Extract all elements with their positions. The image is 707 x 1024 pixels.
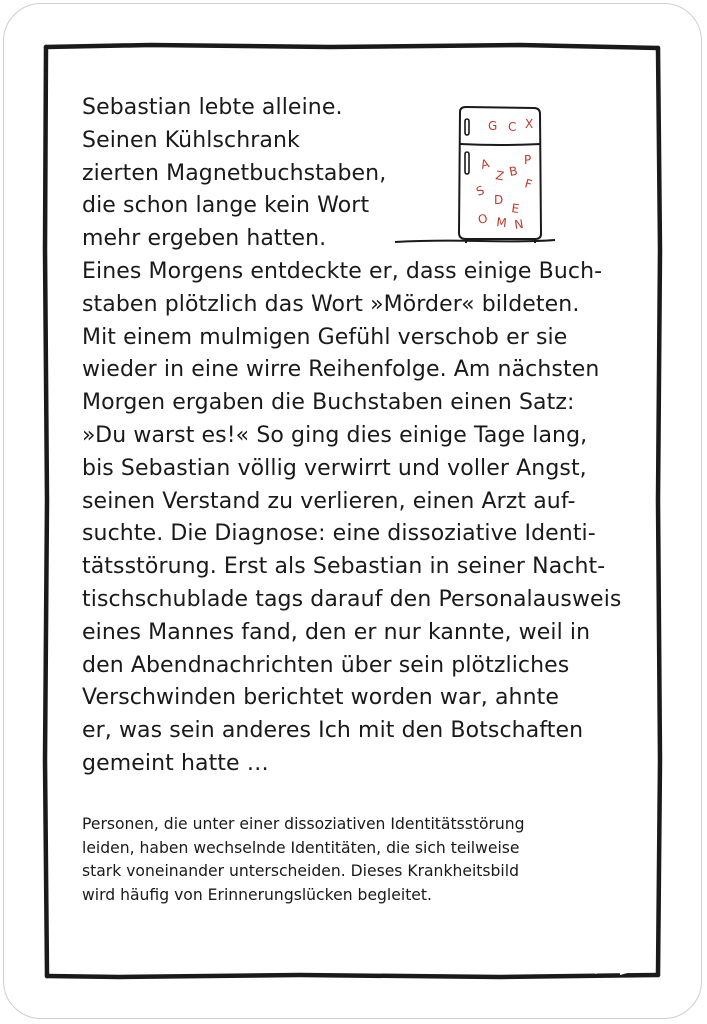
story-line: er, was sein anderes Ich mit den Botschaften	[82, 718, 584, 744]
story-line: wieder in eine wirre Reihenfolge. Am nächsten	[82, 357, 600, 383]
magnet-letter: N	[513, 216, 525, 232]
story-line: suchte. Die Diagnose: eine dissoziative Identi-	[82, 521, 596, 547]
story-line: seinen Verstand zu verlieren, einen Arzt auf-	[82, 488, 576, 514]
magnet-letter: O	[476, 211, 489, 227]
story-line: Sebastian lebte alleine.	[82, 95, 343, 120]
magnet-letter: D	[494, 193, 504, 207]
story-line: Eines Morgens entdeckte er, dass einige Buch-	[82, 258, 603, 284]
magnet-letter: Z	[494, 168, 506, 184]
story-line: tätsstörung. Erst als Sebastian in seiner Nacht-	[82, 554, 606, 580]
magnet-letter: M	[495, 215, 508, 231]
note-line: wird häufig von Erinnerungslücken begleitet.	[82, 885, 432, 904]
story-line: »Du warst es!« So ging dies einige Tage lang,	[82, 422, 588, 448]
magnet-letter: X	[525, 117, 534, 131]
note-line: leiden, haben wechselnde Identitäten, die sich teilweise	[82, 838, 520, 857]
magnet-letter: B	[508, 163, 519, 179]
story-line: Mit einem mulmigen Gefühl verschob er sie	[82, 324, 568, 350]
story-line: die schon lange kein Wort	[82, 193, 370, 219]
fridge-illustration	[390, 100, 560, 250]
magnet-letter: S	[474, 183, 487, 199]
fridge-divider	[460, 144, 541, 145]
floor-line	[395, 240, 555, 242]
magnet-letter: P	[524, 153, 532, 167]
story-line: staben plötzlich das Wort »Mörder« bildeten.	[82, 291, 580, 317]
magnet-letter: A	[479, 156, 491, 172]
story-line: zierten Magnetbuchstaben,	[82, 160, 387, 186]
story-line: bis Sebastian völlig verwirrt und voller Angst,	[82, 455, 587, 481]
magnet-letter: G	[488, 119, 498, 133]
magnet-letter: C	[508, 120, 517, 134]
note-line: Personen, die unter einer dissoziativen Identitätsstörung	[82, 815, 525, 833]
story-line: gemeint hatte …	[82, 750, 269, 776]
note-line: stark voneinander unterscheiden. Dieses Krankheitsbild	[82, 862, 519, 881]
story-line: Morgen ergaben die Buchstaben einen Satz:	[82, 390, 575, 416]
story-line: eines Mannes fand, den er nur kannte, weil in	[82, 619, 591, 645]
magnet-letter: F	[523, 176, 534, 192]
magnet-letter: E	[510, 201, 521, 217]
story-line: mehr ergeben hatten.	[82, 226, 327, 252]
story-line: tischschublade tags darauf den Personalausweis	[82, 586, 622, 612]
story-line: Seinen Kühlschrank	[82, 127, 300, 153]
story-line: Verschwinden berichtet worden war, ahnte	[82, 685, 559, 711]
story-line: den Abendnachrichten über sein plötzliches	[82, 652, 570, 678]
info-note	[82, 813, 642, 907]
